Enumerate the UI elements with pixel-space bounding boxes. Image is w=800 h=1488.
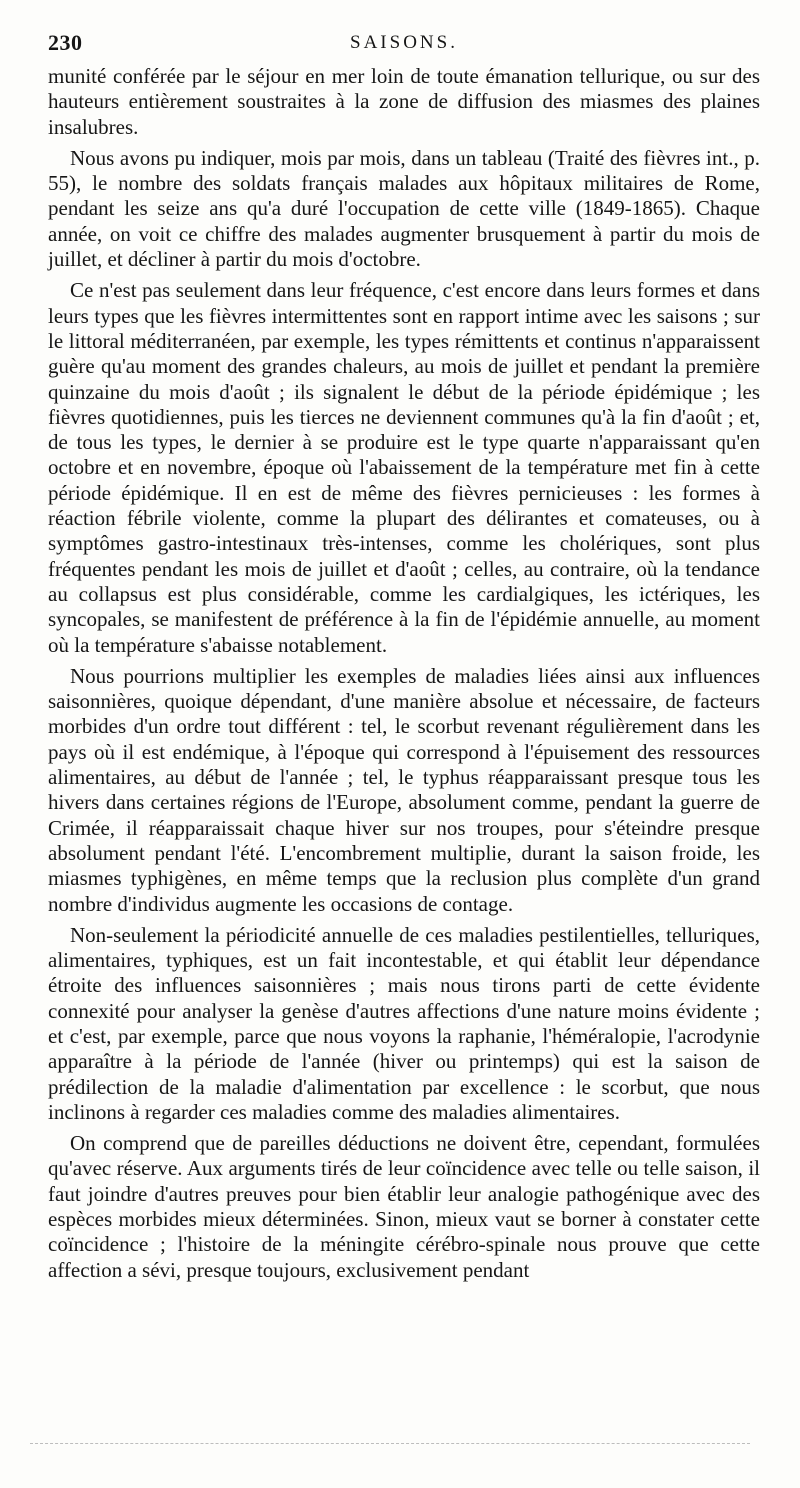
- paragraph: Ce n'est pas seulement dans leur fréquence, c'est encore dans leurs formes et dans leurs types que les fièvres intermittentes sont en rapport intime avec les saisons ; sur le littoral méditerranéen, par exemple, les types rémittents et continus n'apparaissent guère qu'au moment des grandes chaleurs, au mois de juillet et pendant la première quinzaine du mois d'août ; ils signalent le début de la période épidémique ; les fièvres quotidiennes, puis les tierces ne deviennent communes qu'à la fin d'août ; et, de tous les types, le dernier à se produire est le type quarte n'apparaissant qu'en octobre et en novembre, époque où l'abaissement de la température met fin à cette période épidémique. Il en est de même des fièvres pernicieuses : les formes à réaction fébrile violente, comme la plupart des délirantes et comateuses, ou à symptômes gastro-intestinaux très-intenses, comme les cholériques, sont plus fréquentes pendant les mois de juillet et d'août ; celles, au contraire, où la tendance au collapsus est plus considérable, comme les cardialgiques, les ictériques, les syncopales, se manifestent de préférence à la fin de l'épidémie annuelle, au moment où la température s'abaisse notablement.: [48, 278, 760, 657]
- page-number: 230: [48, 30, 83, 55]
- paragraph: Non-seulement la périodicité annuelle de ces maladies pestilentielles, telluriques, alimentaires, typhiques, est un fait incontestable, et qui établit leur dépendance étroite des influences saisonnières ; mais nous tirons parti de cette évidente connexité pour analyser la genèse d'autres affections d'une nature moins évidente ; et c'est, par exemple, parce que nous voyons la raphanie, l'héméralopie, l'acrodynie apparaître à la période de l'année (hiver ou printemps) qui est la saison de prédilection de la maladie d'alimentation par excellence : le scorbut, que nous inclinons à regarder ces maladies comme des maladies alimentaires.: [48, 922, 760, 1124]
- running-title: SAISONS.: [350, 32, 458, 53]
- page-header: [48, 30, 760, 62]
- paragraph-continuation: munité conférée par le séjour en mer loin de toute émanation tellurique, ou sur des hauteurs entièrement soustraites à la zone de diffusion des miasmes des plaines insalubres.: [48, 64, 760, 139]
- paragraph: Nous pourrions multiplier les exemples de maladies liées ainsi aux influences saisonnières, quoique dépendant, d'une manière absolue et nécessaire, de facteurs morbides d'un ordre tout différent : tel, le scorbut revenant régulièrement dans les pays où il est endémique, à l'époque qui correspond à l'épuisement des ressources alimentaires, au début de l'année ; tel, le typhus réapparaissant presque tous les hivers dans certaines régions de l'Europe, absolument comme, pendant la guerre de Crimée, il réapparaissait chaque hiver sur nos troupes, pour s'éteindre presque absolument pendant l'été. L'encombrement multiplie, durant la saison froide, les miasmes typhigènes, en même temps que la reclusion plus complète d'un grand nombre d'individus augmente les occasions de contage.: [48, 663, 760, 916]
- footer-rule: [30, 1443, 750, 1444]
- paragraph: On comprend que de pareilles déductions ne doivent être, cependant, formulées qu'avec réserve. Aux arguments tirés de leur coïncidence avec telle ou telle saison, il faut joindre d'autres preuves pour bien établir leur analogie pathogénique avec des espèces morbides mieux déterminées. Sinon, mieux vaut se borner à constater cette coïncidence ; l'histoire de la méningite cérébro-spinale nous prouve que cette affection a sévi, presque toujours, exclusivement pendant: [48, 1131, 760, 1282]
- page-body: [48, 64, 760, 1289]
- paragraph: Nous avons pu indiquer, mois par mois, dans un tableau (Traité des fièvres int., p. 55), le nombre des soldats français malades aux hôpitaux militaires de Rome, pendant les seize ans qu'a duré l'occupation de cette ville (1849-1865). Chaque année, on voit ce chiffre des malades augmenter brusquement à partir du mois de juillet, et décliner à partir du mois d'octobre.: [48, 145, 760, 272]
